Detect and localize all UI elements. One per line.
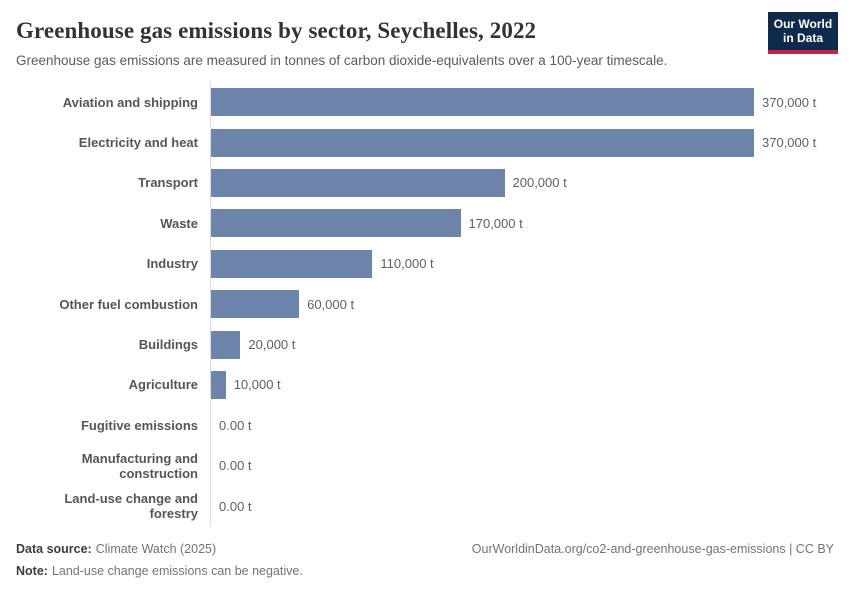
value-label: 60,000 t — [307, 296, 355, 312]
data-source-line — [16, 539, 303, 560]
bar-area — [210, 203, 834, 243]
chart-row — [16, 324, 834, 364]
bar-area — [210, 446, 834, 486]
category-label: Electricity and heat — [78, 135, 198, 151]
data-source-value: Climate Watch (2025) — [95, 542, 217, 557]
category-label: Waste — [160, 215, 198, 231]
bar[interactable] — [211, 169, 505, 197]
category-label: Fugitive emissions — [80, 417, 198, 433]
owid-logo-line2: in Data — [782, 31, 823, 46]
chart-row — [16, 486, 834, 526]
bar[interactable] — [211, 209, 461, 237]
chart-row — [16, 244, 834, 284]
page-subtitle: Greenhouse gas emissions are measured in tonnes of carbon dioxide-equivalents over a 100-year timescale. — [16, 53, 668, 68]
category-label: Land-use change and forestry — [64, 491, 198, 522]
chart-row — [16, 82, 834, 122]
value-label: 10,000 t — [233, 377, 281, 393]
chart-row — [16, 405, 834, 445]
bar-area — [210, 163, 834, 203]
value-label: 200,000 t — [512, 175, 567, 191]
chart-row — [16, 365, 834, 405]
bar-area — [210, 244, 834, 284]
chart-footer — [16, 539, 834, 582]
owid-logo — [768, 12, 838, 54]
chart-row — [16, 163, 834, 203]
value-label: 0.00 t — [219, 458, 252, 474]
category-label: Aviation and shipping — [62, 94, 198, 110]
value-label: 110,000 t — [380, 256, 434, 272]
chart-row — [16, 203, 834, 243]
value-label: 370,000 t — [762, 94, 817, 110]
value-label: 20,000 t — [248, 337, 296, 353]
bar-area — [210, 284, 834, 324]
bar[interactable] — [211, 88, 754, 116]
chart-row — [16, 446, 834, 486]
bar-area — [210, 82, 834, 122]
value-label: 370,000 t — [762, 135, 817, 151]
bar-area — [210, 405, 834, 445]
note-line — [16, 561, 303, 582]
category-label: Manufacturing and construction — [81, 450, 198, 481]
bar-chart — [16, 82, 834, 526]
category-label: Agriculture — [128, 377, 198, 393]
chart-row — [16, 284, 834, 324]
bar[interactable] — [211, 371, 226, 399]
bar-area — [210, 486, 834, 526]
chart-row — [16, 122, 834, 162]
bar[interactable] — [211, 331, 240, 359]
footer-left — [16, 539, 303, 582]
chart-header — [0, 0, 850, 68]
bar[interactable] — [211, 129, 754, 157]
category-label: Other fuel combustion — [59, 296, 198, 312]
category-label: Buildings — [138, 337, 198, 353]
bar[interactable] — [211, 250, 372, 278]
data-source-label: Data source: — [16, 542, 92, 557]
bar[interactable] — [211, 290, 299, 318]
owid-logo-line1: Our World — [773, 17, 833, 31]
value-label: 0.00 t — [219, 498, 252, 514]
credit-link[interactable]: OurWorldinData.org/co2-and-greenhouse-gas-emissions | CC BY — [471, 542, 834, 557]
bar-area — [210, 365, 834, 405]
page-title: Greenhouse gas emissions by sector, Seychelles, 2022 — [16, 18, 537, 43]
chart-rows — [16, 82, 834, 526]
bar-area — [210, 122, 834, 162]
value-label: 0.00 t — [219, 417, 252, 433]
note-value: Land-use change emissions can be negative. — [51, 563, 303, 578]
bar-area — [210, 324, 834, 364]
value-label: 170,000 t — [468, 215, 523, 231]
category-label: Transport — [138, 175, 198, 191]
note-label: Note: — [16, 563, 48, 578]
category-label: Industry — [146, 256, 198, 272]
